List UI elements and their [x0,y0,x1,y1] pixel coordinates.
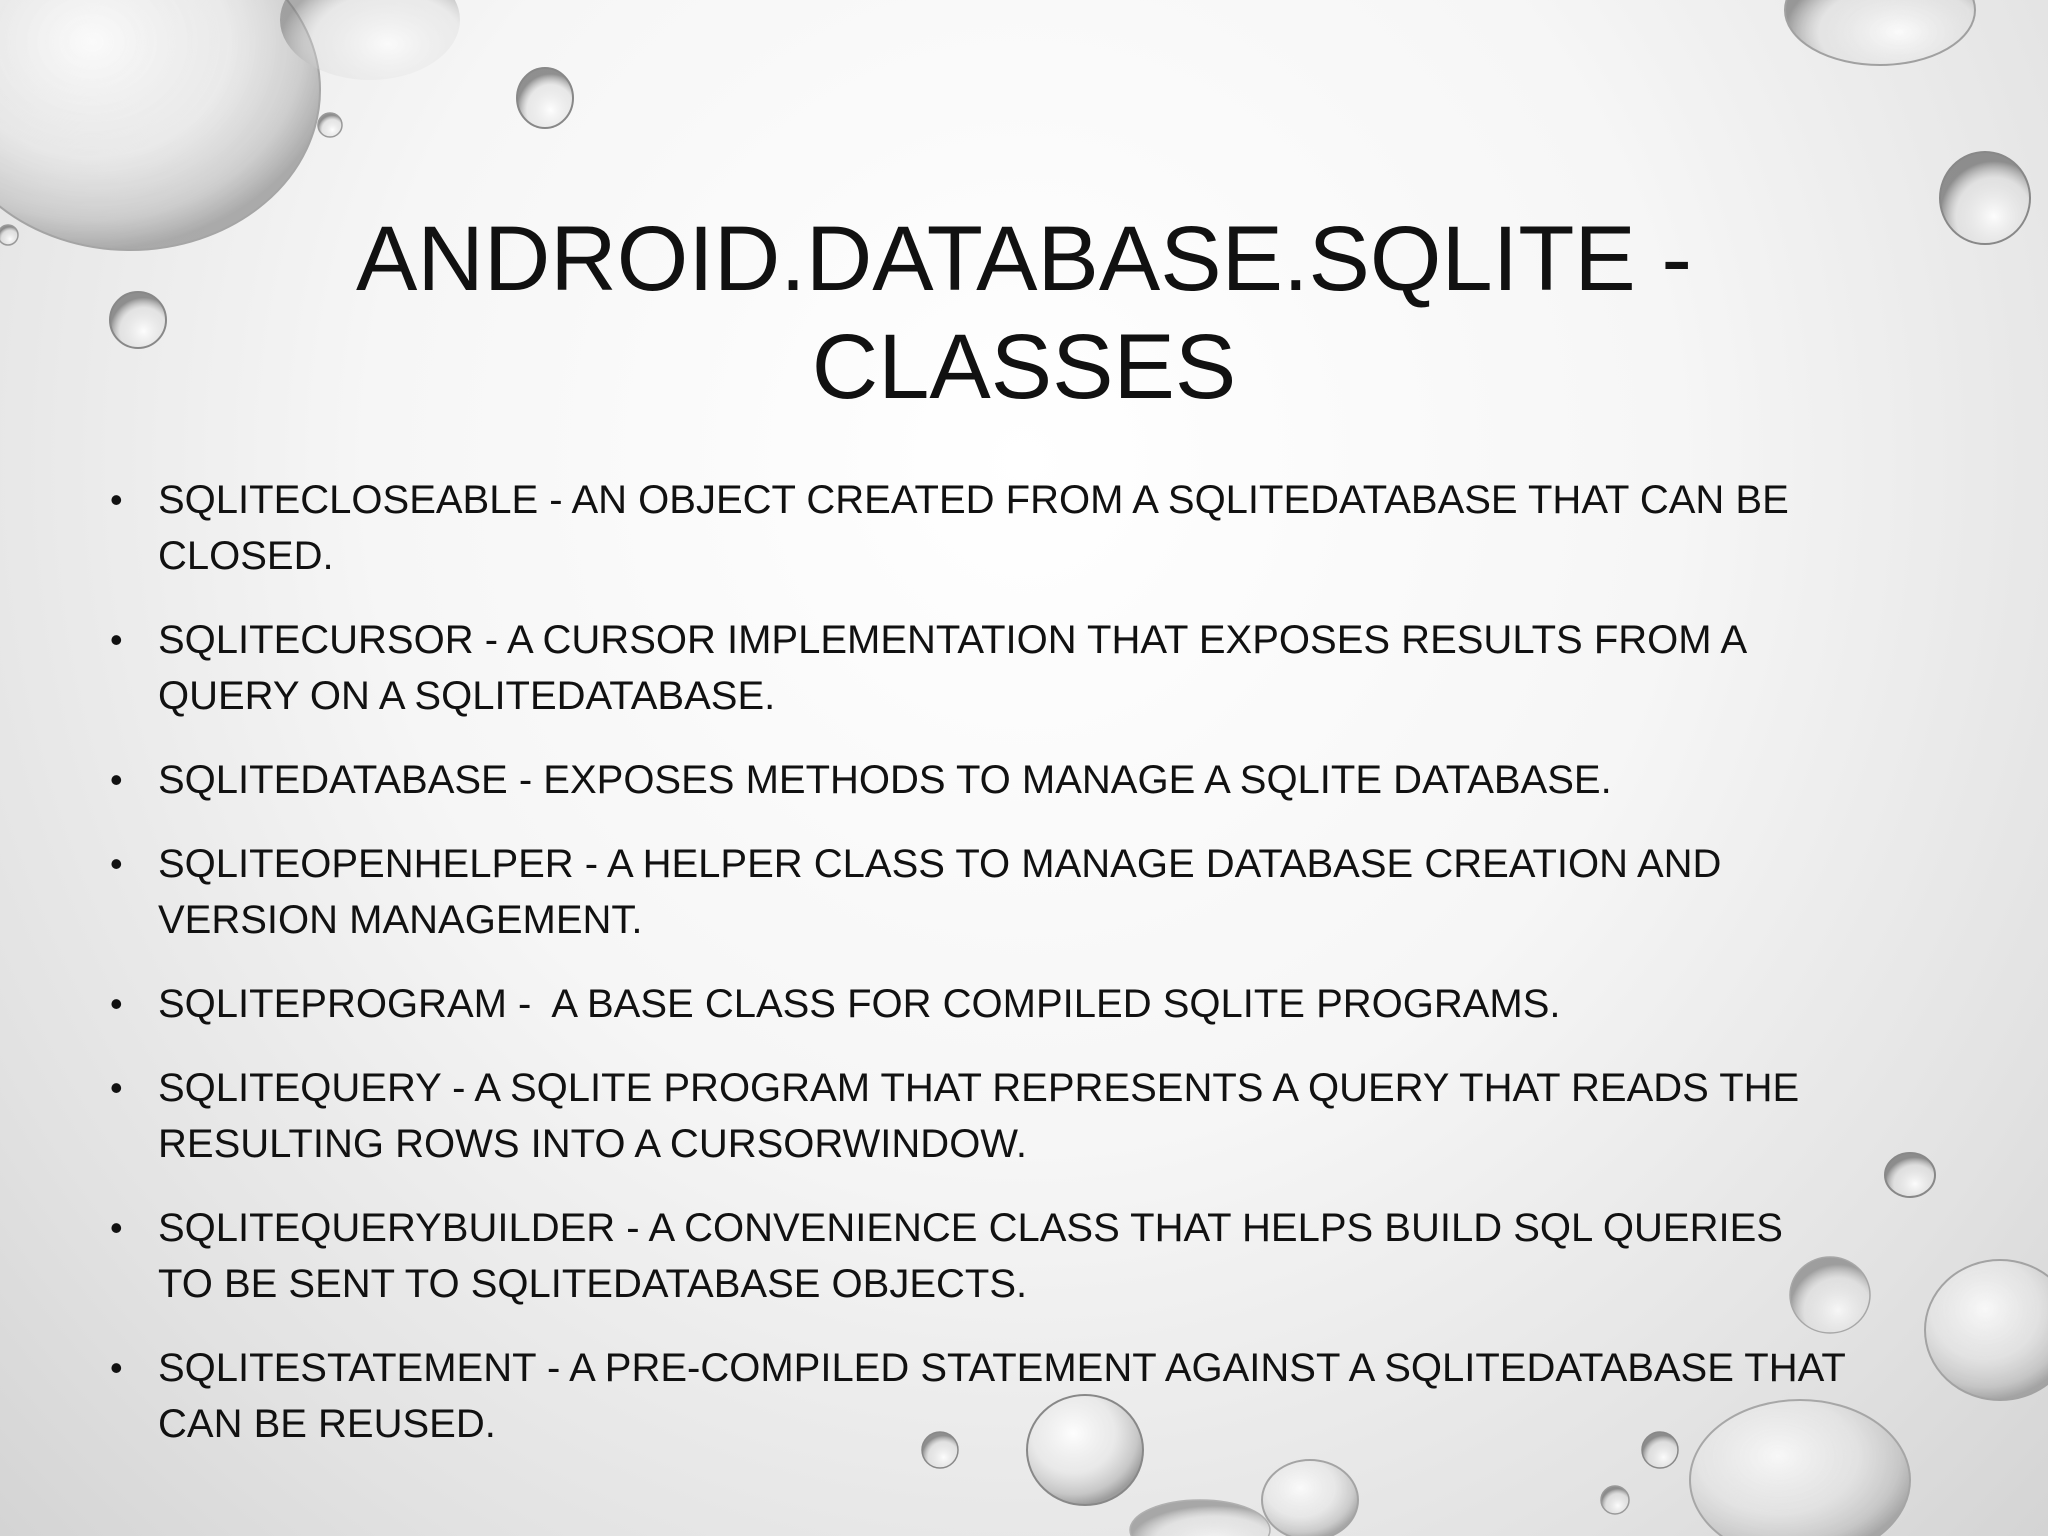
bullet-dot-icon: • [110,619,123,660]
bullet-text-line-1: SQLITEDATABASE - EXPOSES METHODS TO MANAGE A SQLITE DATABASE. [158,758,1612,802]
bullet-text-line-2: QUERY ON A SQLITEDATABASE. [158,674,776,718]
bullet-text-line-2: VERSION MANAGEMENT. [158,898,643,942]
bullet-dot-icon: • [110,1347,123,1388]
bullet-item-sqliteprogram [110,976,1960,1032]
bullet-item-sqlitequerybuilder [110,1200,1960,1312]
bullet-text-line-2: RESULTING ROWS INTO A CURSORWINDOW. [158,1122,1027,1166]
bullet-item-sqlitedatabase [110,752,1960,808]
bullet-dot-icon: • [110,843,123,884]
bullet-dot-icon: • [110,1067,123,1108]
bullet-item-sqlitecloseable [110,472,1960,584]
bullet-dot-icon: • [110,759,123,800]
bullet-text-line-1: SQLITEQUERYBUILDER - A CONVENIENCE CLASS THAT HELPS BUILD SQL QUERIES [158,1206,1783,1250]
bullet-text-line-1: SQLITEQUERY - A SQLITE PROGRAM THAT REPRESENTS A QUERY THAT READS THE [158,1066,1800,1110]
bullet-text-line-2: CAN BE REUSED. [158,1402,496,1446]
bullet-text-line-1: SQLITEOPENHELPER - A HELPER CLASS TO MANAGE DATABASE CREATION AND [158,842,1722,886]
slide-title-line-1: ANDROID.DATABASE.SQLITE - [356,208,1692,310]
bullet-text-line-1: SQLITECURSOR - A CURSOR IMPLEMENTATION THAT EXPOSES RESULTS FROM A [158,618,1748,662]
slide-title [200,205,1848,421]
bullet-item-sqlitecursor [110,612,1960,724]
bullet-text-line-1: SQLITESTATEMENT - A PRE-COMPILED STATEMENT AGAINST A SQLITEDATABASE THAT [158,1346,1846,1390]
bullet-dot-icon: • [110,479,123,520]
bullet-text-line-2: CLOSED. [158,534,334,578]
bullet-text-line-2: TO BE SENT TO SQLITEDATABASE OBJECTS. [158,1262,1028,1306]
bullet-dot-icon: • [110,983,123,1024]
bullet-item-sqlitequery [110,1060,1960,1172]
bullet-text-line-1: SQLITECLOSEABLE - AN OBJECT CREATED FROM A SQLITEDATABASE THAT CAN BE [158,478,1789,522]
bullet-dot-icon: • [110,1207,123,1248]
bullet-item-sqlitestatement [110,1340,1960,1452]
slide-title-line-2: CLASSES [811,316,1237,418]
bullet-item-sqliteopenhelper [110,836,1960,948]
bullet-list [110,472,1960,1480]
bullet-text-line-1: SQLITEPROGRAM - A BASE CLASS FOR COMPILED SQLITE PROGRAMS. [158,982,1561,1026]
